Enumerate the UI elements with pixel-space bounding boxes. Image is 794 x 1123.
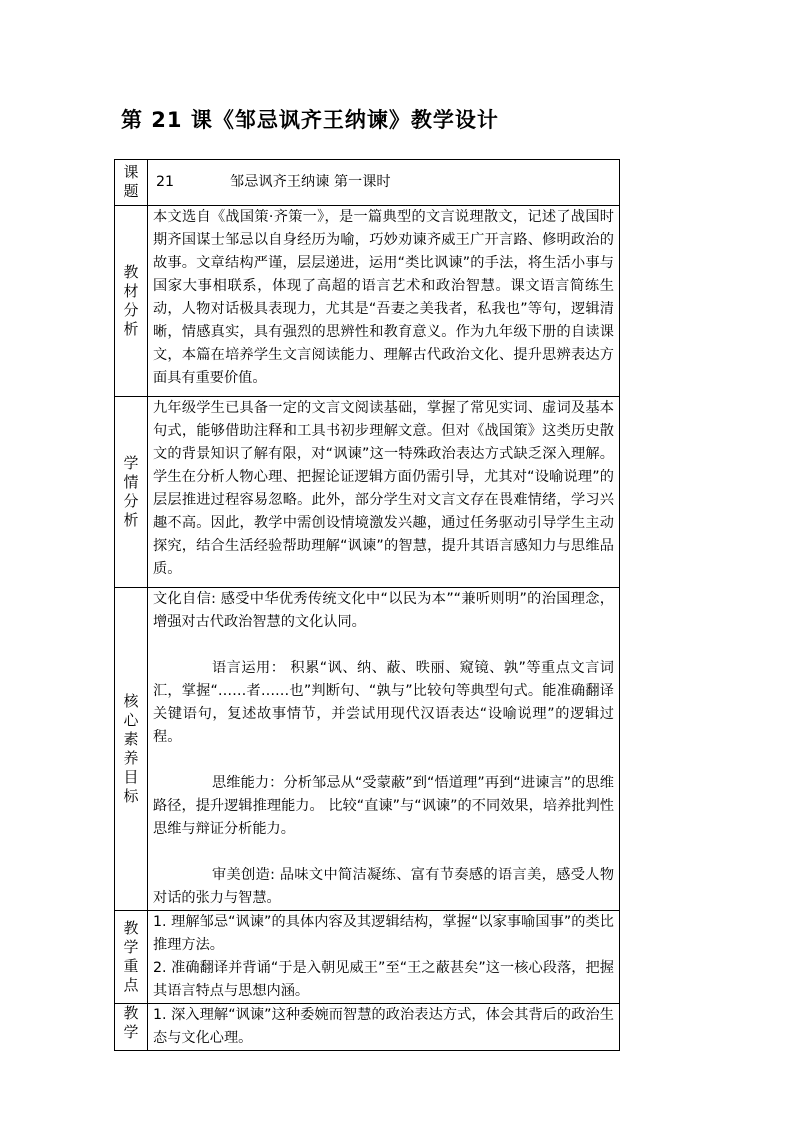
row-label-difficulties: 教 学: [115, 1004, 148, 1051]
row-label-topic: 课 题: [115, 160, 148, 206]
goal-aesthetic-body: 品味文中简洁凝练、富有节奏感的语言美，感受人物对话的张力与智慧。: [153, 867, 615, 906]
material-analysis-cell: [148, 206, 620, 397]
difficulty-1: 1. 深入理解“讽谏”这种委婉而智慧的政治表达方式，体会其背后的政治生态与文化心理。: [153, 1007, 614, 1046]
topic-cell: [148, 160, 620, 206]
goal-language-body: 积累“讽、纳、蔽、昳丽、窥镜、孰”等重点文言词汇，掌握“……者……也”判断句、“孰与”比较句等典型句式。能准确翻译关键语句，复述故事情节，并尝试用现代汉语表达“设喻说理”的逻辑过程。: [153, 660, 614, 745]
difficulties-cell: [148, 1004, 620, 1051]
row-label-material: 教 材 分 析: [115, 206, 148, 397]
table-row-key-points: [115, 911, 620, 1004]
goal-aesthetic-head: 审美创造:: [212, 867, 275, 883]
key-point-1: 1. 理解邹忌“讽谏”的具体内容及其逻辑结构，掌握“以家事喻国事”的类比推理方法。: [153, 914, 614, 953]
row-label-students: 学 情 分 析: [115, 397, 148, 588]
row-label-key-points: 教 学 重 点: [115, 911, 148, 1004]
lesson-name: 邹忌讽齐王纳谏 第一课时: [230, 174, 391, 190]
row-label-core-goals: 核 心 素 养 目 标: [115, 588, 148, 911]
goal-language-head: 语言运用：: [212, 660, 286, 676]
key-point-2: 2. 准确翻译并背诵“于是入朝见威王”至“王之蔽甚矣”这一核心段落，把握其语言特点与思想内涵。: [153, 960, 614, 999]
table-row-core-goals: [115, 588, 620, 911]
student-analysis-cell: [148, 397, 620, 588]
table-row-topic: [115, 160, 620, 206]
core-goals-cell: [148, 588, 620, 911]
lesson-number: 21: [156, 174, 175, 190]
table-row-difficulties: [115, 1004, 620, 1051]
goal-thinking-head: 思维能力：: [212, 775, 284, 791]
goal-culture: 文化自信: 感受中华优秀传统文化中“以民为本”“兼听则明”的治国理念，增强对古代政治智慧的文化认同。: [153, 591, 614, 630]
key-points-cell: [148, 911, 620, 1004]
goal-thinking-body: 分析邹忌从“受蒙蔽”到“悟道理”再到“进谏言”的思维路径，提升逻辑推理能力。 比较“直谏”与“讽谏”的不同效果，培养批判性思维与辩证分析能力。: [153, 775, 614, 837]
page-title: 第 21 课《邹忌讽齐王纳谏》教学设计: [121, 108, 499, 132]
lesson-design-table: [114, 159, 620, 1051]
table-row-material: [115, 206, 620, 397]
student-analysis-text: 九年级学生已具备一定的文言文阅读基础，掌握了常见实词、虚词及基本句式，能够借助注释和工具书初步理解文意。但对《战国策》这类历史散文的背景知识了解有限，对“讽谏”这一特殊政治表达方式缺乏深入理解。学生在分析人物心理、把握论证逻辑方面仍需引导，尤其对“设喻说理”的层层推进过程容易忽略。此外，部分学生对文言文存在畏难情绪，学习兴趣不高。因此，教学中需创设情境激发兴趣，通过任务驱动引导学生主动探究，结合生活经验帮助理解“讽谏”的智慧，提升其语言感知力与思维品质。: [153, 400, 614, 577]
table-row-students: [115, 397, 620, 588]
material-analysis-text: 本文选自《战国策·齐策一》，是一篇典型的文言说理散文，记述了战国时期齐国谋士邹忌以自身经历为喻，巧妙劝谏齐威王广开言路、修明政治的故事。文章结构严谨，层层递进，运用“类比讽谏”的手法，将生活小事与国家大事相联系，体现了高超的语言艺术和政治智慧。课文语言简练生动，人物对话极具表现力，尤其是“吾妻之美我者，私我也”等句，逻辑清晰，情感真实，具有强烈的思辨性和教育意义。作为九年级下册的自读课文，本篇在培养学生文言阅读能力、理解古代政治文化、提升思辨表达方面具有重要价值。: [153, 209, 614, 386]
